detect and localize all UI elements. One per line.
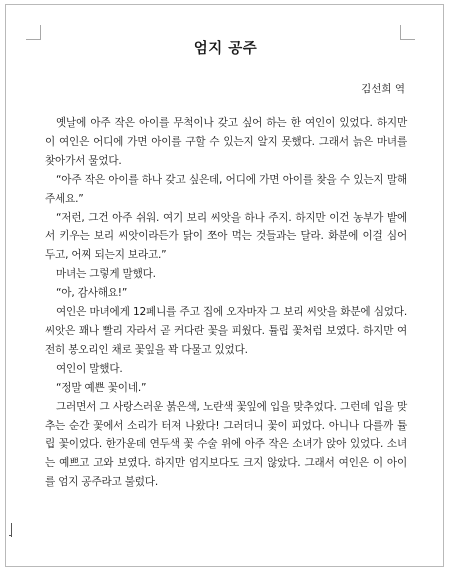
paragraph: “아, 감사해요!” <box>56 287 128 300</box>
text-cursor-icon <box>11 523 12 537</box>
paragraph: 여인이 말했다. <box>56 362 123 375</box>
paragraph: 그러면서 그 사랑스러운 붉은색, 노란색 꽃잎에 입을 맞추었다. 그런데 입을 맞추는 순간 꽃에서 소리가 터져 나왔다! 그러더니 꽃이 피었다. 아니나 다를까 튤립 꽃이었다. 한가운데 연두색 꽃 수술 위에 아주 작은 소녀가 앉아 있었다. 소녀는 예쁘고 고와 보였다. 하지만 엄지보다도 크지 않았다. 그래서 여인은 이 아이를 엄지 공주라고 불렀다. <box>45 400 407 489</box>
translator-credit: 김선희 역 <box>361 83 405 95</box>
document-title: 엄지 공주 <box>193 41 258 57</box>
paragraph: “저런, 그건 아주 쉬워. 여기 보리 씨앗을 하나 주지. 하지만 이건 농부가 밭에서 키우는 보리 씨앗이라든가 닭이 쪼아 먹는 것들과는 달라. 화분에 이걸 심어 두고, 어찌 되는지 보라고.” <box>45 211 407 262</box>
paragraph: 마녀는 그렇게 말했다. <box>56 268 156 281</box>
paragraph: 여인은 마녀에게 12페니를 주고 집에 오자마자 그 보리 씨앗을 화분에 심었다. 씨앗은 꽤나 빨리 자라서 곧 커다란 꽃을 피웠다. 튤립 꽃처럼 보였다. 하지만 여전히 봉오리인 채로 꽃잎을 꽉 다물고 있었다. <box>45 306 407 356</box>
paragraph: “아주 작은 아이를 하나 갖고 싶은데, 어디에 가면 아이를 찾을 수 있는지 말해 주세요.” <box>45 173 407 205</box>
paragraph: “정말 예쁜 꽃이네.” <box>56 381 147 394</box>
paragraph: 옛날에 아주 작은 아이를 무척이나 갖고 싶어 하는 한 여인이 있었다. 하지만 이 여인은 어디에 가면 아이를 구할 수 있는지 알지 못했다. 그래서 늙은 마녀를 찾아가서 물었다. <box>45 117 407 167</box>
document-body[interactable] <box>45 114 407 492</box>
